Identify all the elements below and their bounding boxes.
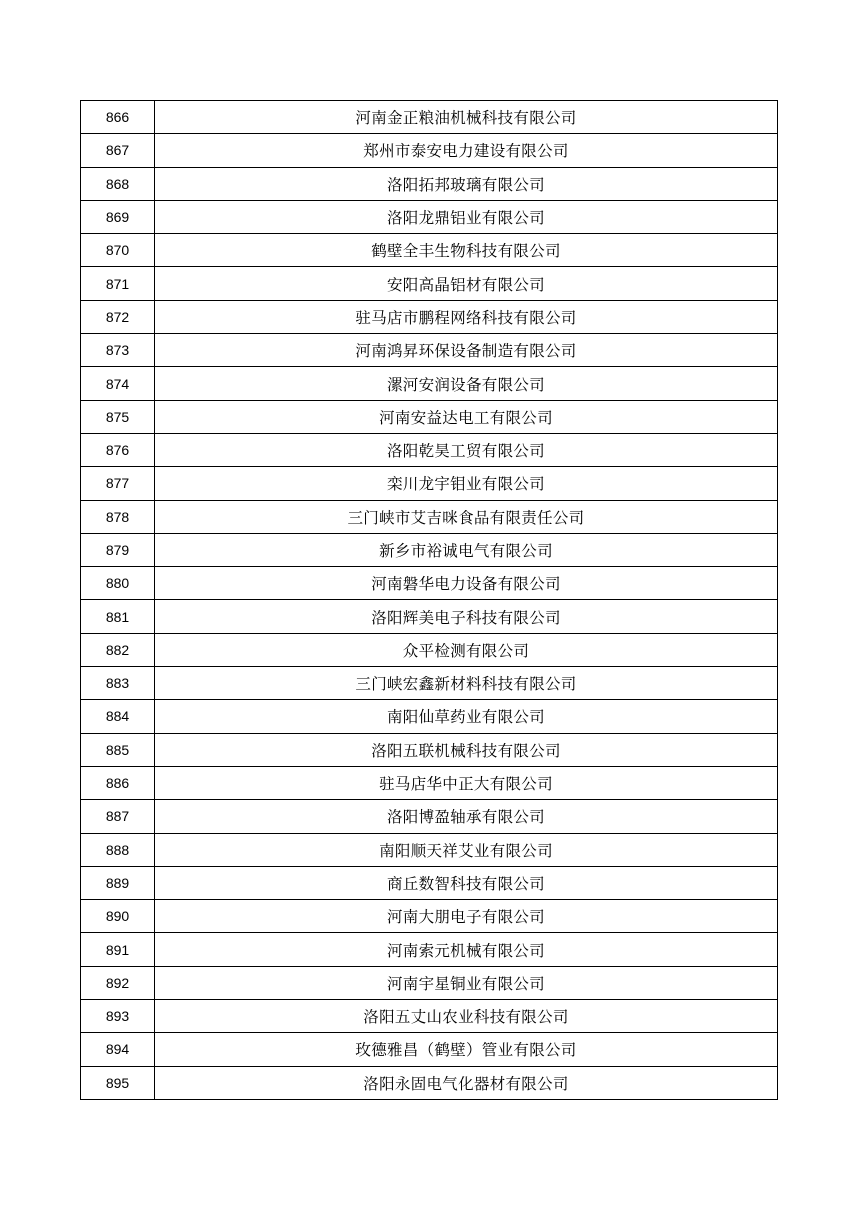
table-row [81, 167, 778, 200]
row-number: 881 [81, 600, 155, 633]
company-name: 河南鸿昇环保设备制造有限公司 [155, 334, 778, 367]
company-name: 栾川龙宇钼业有限公司 [155, 467, 778, 500]
table-row [81, 866, 778, 899]
row-number: 892 [81, 966, 155, 999]
table-row [81, 400, 778, 433]
row-number: 895 [81, 1066, 155, 1099]
table-row [81, 1000, 778, 1033]
row-number: 883 [81, 667, 155, 700]
row-number: 891 [81, 933, 155, 966]
table-body [81, 101, 778, 1100]
row-number: 879 [81, 533, 155, 566]
company-name: 安阳高晶铝材有限公司 [155, 267, 778, 300]
row-number: 875 [81, 400, 155, 433]
company-name: 洛阳五联机械科技有限公司 [155, 733, 778, 766]
row-number: 877 [81, 467, 155, 500]
company-name: 洛阳辉美电子科技有限公司 [155, 600, 778, 633]
row-number: 890 [81, 900, 155, 933]
table-row [81, 433, 778, 466]
row-number: 882 [81, 633, 155, 666]
table-row [81, 966, 778, 999]
table-row [81, 234, 778, 267]
company-name: 洛阳永固电气化器材有限公司 [155, 1066, 778, 1099]
row-number: 894 [81, 1033, 155, 1066]
company-name: 驻马店市鹏程网络科技有限公司 [155, 300, 778, 333]
row-number: 876 [81, 433, 155, 466]
table-row [81, 367, 778, 400]
row-number: 880 [81, 567, 155, 600]
row-number: 884 [81, 700, 155, 733]
company-name: 河南安益达电工有限公司 [155, 400, 778, 433]
row-number: 893 [81, 1000, 155, 1033]
company-name: 河南索元机械有限公司 [155, 933, 778, 966]
row-number: 870 [81, 234, 155, 267]
company-name: 驻马店华中正大有限公司 [155, 766, 778, 799]
company-name: 鹤壁全丰生物科技有限公司 [155, 234, 778, 267]
table-row [81, 833, 778, 866]
table-row [81, 667, 778, 700]
table-row [81, 101, 778, 134]
row-number: 889 [81, 866, 155, 899]
table-row [81, 134, 778, 167]
row-number: 872 [81, 300, 155, 333]
company-name: 三门峡宏鑫新材料科技有限公司 [155, 667, 778, 700]
company-name: 南阳顺天祥艾业有限公司 [155, 833, 778, 866]
company-name: 河南磐华电力设备有限公司 [155, 567, 778, 600]
table-row [81, 733, 778, 766]
row-number: 878 [81, 500, 155, 533]
row-number: 885 [81, 733, 155, 766]
company-name: 河南大朋电子有限公司 [155, 900, 778, 933]
table-row [81, 467, 778, 500]
company-name: 漯河安润设备有限公司 [155, 367, 778, 400]
table-row [81, 567, 778, 600]
company-name: 洛阳博盈轴承有限公司 [155, 800, 778, 833]
row-number: 888 [81, 833, 155, 866]
company-name: 众平检测有限公司 [155, 633, 778, 666]
table-row [81, 800, 778, 833]
company-list-table [80, 100, 778, 1100]
table-row [81, 1033, 778, 1066]
table-row [81, 933, 778, 966]
row-number: 887 [81, 800, 155, 833]
row-number: 866 [81, 101, 155, 134]
row-number: 886 [81, 766, 155, 799]
table-row [81, 633, 778, 666]
row-number: 868 [81, 167, 155, 200]
table-row [81, 600, 778, 633]
row-number: 873 [81, 334, 155, 367]
company-name: 河南金正粮油机械科技有限公司 [155, 101, 778, 134]
company-name: 玫德雅昌（鹤壁）管业有限公司 [155, 1033, 778, 1066]
company-name: 河南宇星铜业有限公司 [155, 966, 778, 999]
company-name: 洛阳乾昊工贸有限公司 [155, 433, 778, 466]
row-number: 871 [81, 267, 155, 300]
company-name: 商丘数智科技有限公司 [155, 866, 778, 899]
company-name: 南阳仙草药业有限公司 [155, 700, 778, 733]
row-number: 874 [81, 367, 155, 400]
company-name: 洛阳五丈山农业科技有限公司 [155, 1000, 778, 1033]
row-number: 869 [81, 200, 155, 233]
company-name: 郑州市泰安电力建设有限公司 [155, 134, 778, 167]
table-row [81, 900, 778, 933]
table-row [81, 200, 778, 233]
company-name: 洛阳拓邦玻璃有限公司 [155, 167, 778, 200]
table-row [81, 766, 778, 799]
table-row [81, 300, 778, 333]
table-row [81, 533, 778, 566]
table-row [81, 1066, 778, 1099]
table-row [81, 334, 778, 367]
table-row [81, 700, 778, 733]
company-name: 新乡市裕诚电气有限公司 [155, 533, 778, 566]
row-number: 867 [81, 134, 155, 167]
company-name: 三门峡市艾吉咪食品有限责任公司 [155, 500, 778, 533]
company-name: 洛阳龙鼎铝业有限公司 [155, 200, 778, 233]
table-row [81, 500, 778, 533]
table-row [81, 267, 778, 300]
